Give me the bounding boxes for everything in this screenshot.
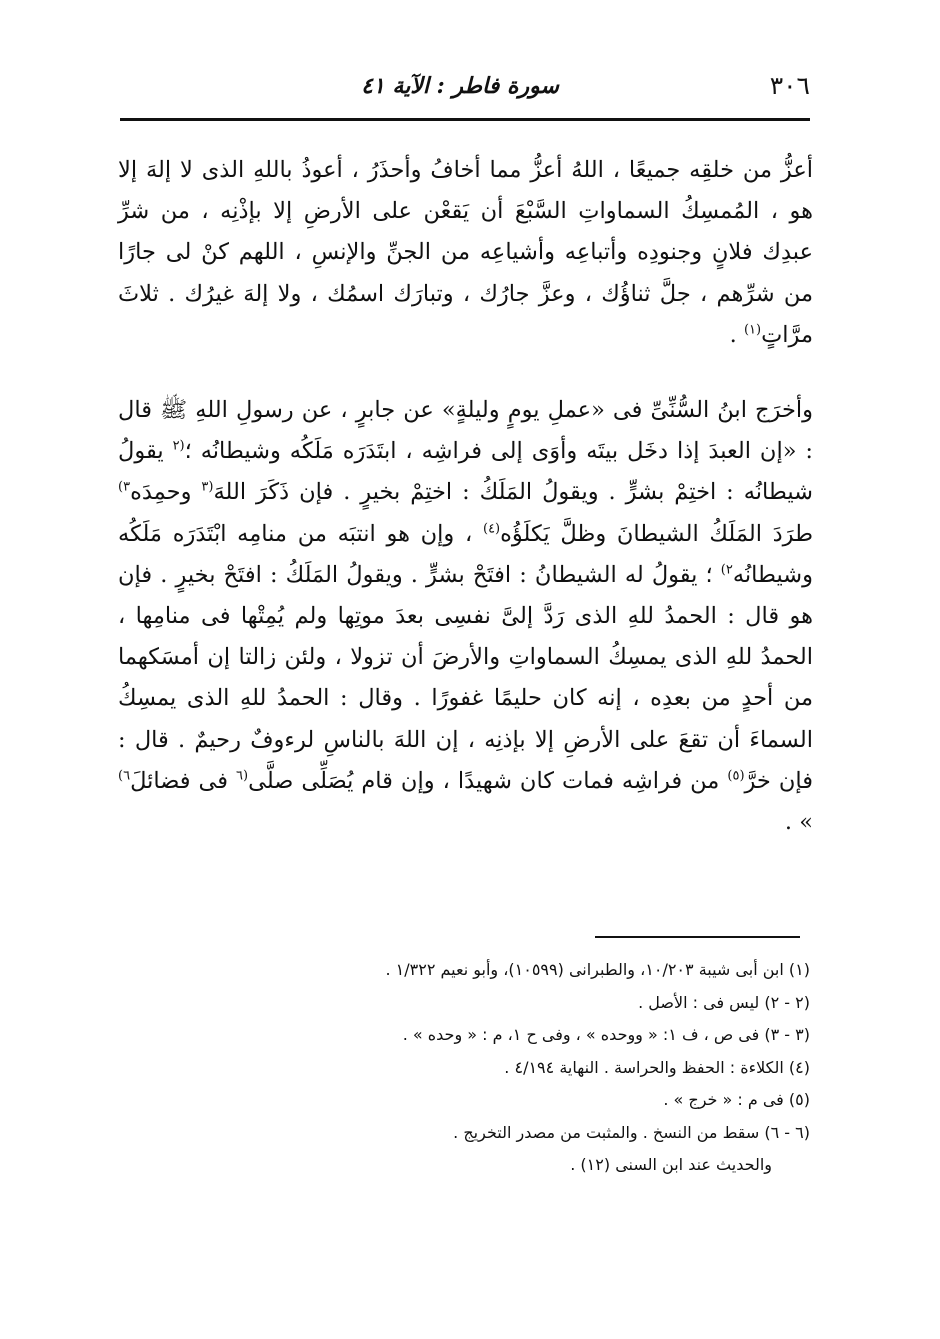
running-title: سورة فاطر : الآية ٤١ [361,73,559,99]
footnote-ref-6-end: ٦) [118,768,131,784]
footnote-6: (٦ - ٦) سقط من النسخ . والمثبت من مصدر التخريج . [453,1122,810,1142]
paragraph-2 [118,390,813,843]
footnote-ref-6-start: (٦ [236,768,249,784]
footnote-1: (١) ابن أبى شيبة ١٠/٢٠٣، والطبرانى (١٠٥٩٩)، وأبو نعيم ١/٣٢٢ . [385,960,810,979]
paragraph-2-text-f: ؛ يقولُ له الشيطانُ : افتَحْ بشرٍّ . ويقولُ المَلَكُ : افتَحْ بخيرٍ . فإن هو قال : الحمدُ للهِ الذى رَدَّ إلىَّ نفسِى بعدَ موتِها ولم يُمِتْها فى منامِها ، الحمدُ للهِ الذى يمسِكُ السماواتِ والأرضَ أن تزولا ، ولئن زالتا إن أمسَكهما من أحدٍ من بعدِه ، إنه كان حليمًا غفورًا . وقال : الحمدُ للهِ الذى يمسِكُ السماءَ أن تقعَ على الأرضِ إلا بإذنِه ، إن اللهَ بالناسِ لرءوفٌ رحيمٌ . قال : فإن خرَّ [118,561,813,794]
paragraph-2-text-d: طرَدَ المَلَكُ الشيطانَ وظلَّ يَكلَؤُه [500,520,813,547]
paragraph-gap [118,356,813,390]
paragraph-2-text-e: ، وإن هو انتبَه من منامِه ابْتَدَرَه مَلَكُه وشيطانُه [118,520,813,588]
footnote-6-continuation: والحديث عند ابن السنى (١٢) . [570,1155,772,1174]
paragraph-2-text-a: وأخرَج ابنُ السُّنِّىِّ فى «عملِ يومٍ وليلةٍ» عن جابرٍ ، عن رسولِ اللهِ ﷺ قال : «إن العبدَ إذا دخَل بيتَه وأوَى إلى فراشِه ، ابتَدَرَه مَلَكُه وشيطانُه ؛ [118,397,813,465]
footnotes [250,954,810,1182]
footnote-ref-3-start: (٣ [201,479,214,495]
footnote-divider [595,936,800,938]
page-number: ٣٠٦ [769,71,810,100]
header-divider [120,118,810,121]
paragraph-1-end: . [729,321,744,348]
footnote-3: (٣ - ٣) فى ص ، ف ١: « ووحده » ، وفى ح ١، م : « وحده » . [402,1025,810,1044]
footnote-ref-2-end: ٢) [720,562,733,578]
footnote-ref-4: (٤) [482,521,501,537]
paragraph-2-end: » . [784,809,813,836]
paragraph-1-text: أعزُّ من خلقِه جميعًا ، اللهُ أعزُّ مما أخافُ وأحذَرُ ، أعوذُ باللهِ الذى لا إلهَ إلا هو ، المُمسِكُ السماواتِ السَّبْعَ أن يَقعْن على الأرضِ إلا بإذْنِه ، من شرِّ عبدِك فلانٍ وجنودِه وأتباعِه وأشياعِه من الجنِّ والإنسِ ، اللهم كنْ لى جارًا من شرِّهم ، جلَّ ثناؤُك ، وعزَّ جارُك ، وتبارَك اسمُك ، ولا إلهَ غيرُك . ثلاثَ مرَّاتٍ [118,157,813,348]
footnote-5: (٥) فى م : « خرج » . [663,1090,810,1109]
footnote-ref-5: (٥) [727,768,745,784]
footnote-ref-3-end: ٣) [118,479,131,495]
footnote-ref-1: (١) [743,322,762,338]
page-header [120,66,810,106]
footnote-ref-2-start: (٢ [172,438,185,454]
paragraph-2-text-h: فى فضائلَ [130,767,237,794]
paragraph-2-text-g: من فراشِه فمات كان شهيدًا ، وإن قام يُصَلِّى صلَّى [248,767,728,794]
main-text [118,150,813,843]
paragraph-2-text-c: وحمِدَه [130,479,202,506]
paragraph-1 [118,150,813,356]
paragraph-2-text-b: يقولُ شيطانُه : اختِمْ بشرٍّ . ويقولُ المَلَكُ : اختِمْ بخيرٍ . فإن ذَكَرَ اللهَ [118,438,813,506]
footnote-2: (٢ - ٢) ليس فى : الأصل . [638,992,810,1012]
footnote-4: (٤) الكلاءة : الحفظ والحراسة . النهاية ٤/١٩٤ . [504,1057,810,1077]
